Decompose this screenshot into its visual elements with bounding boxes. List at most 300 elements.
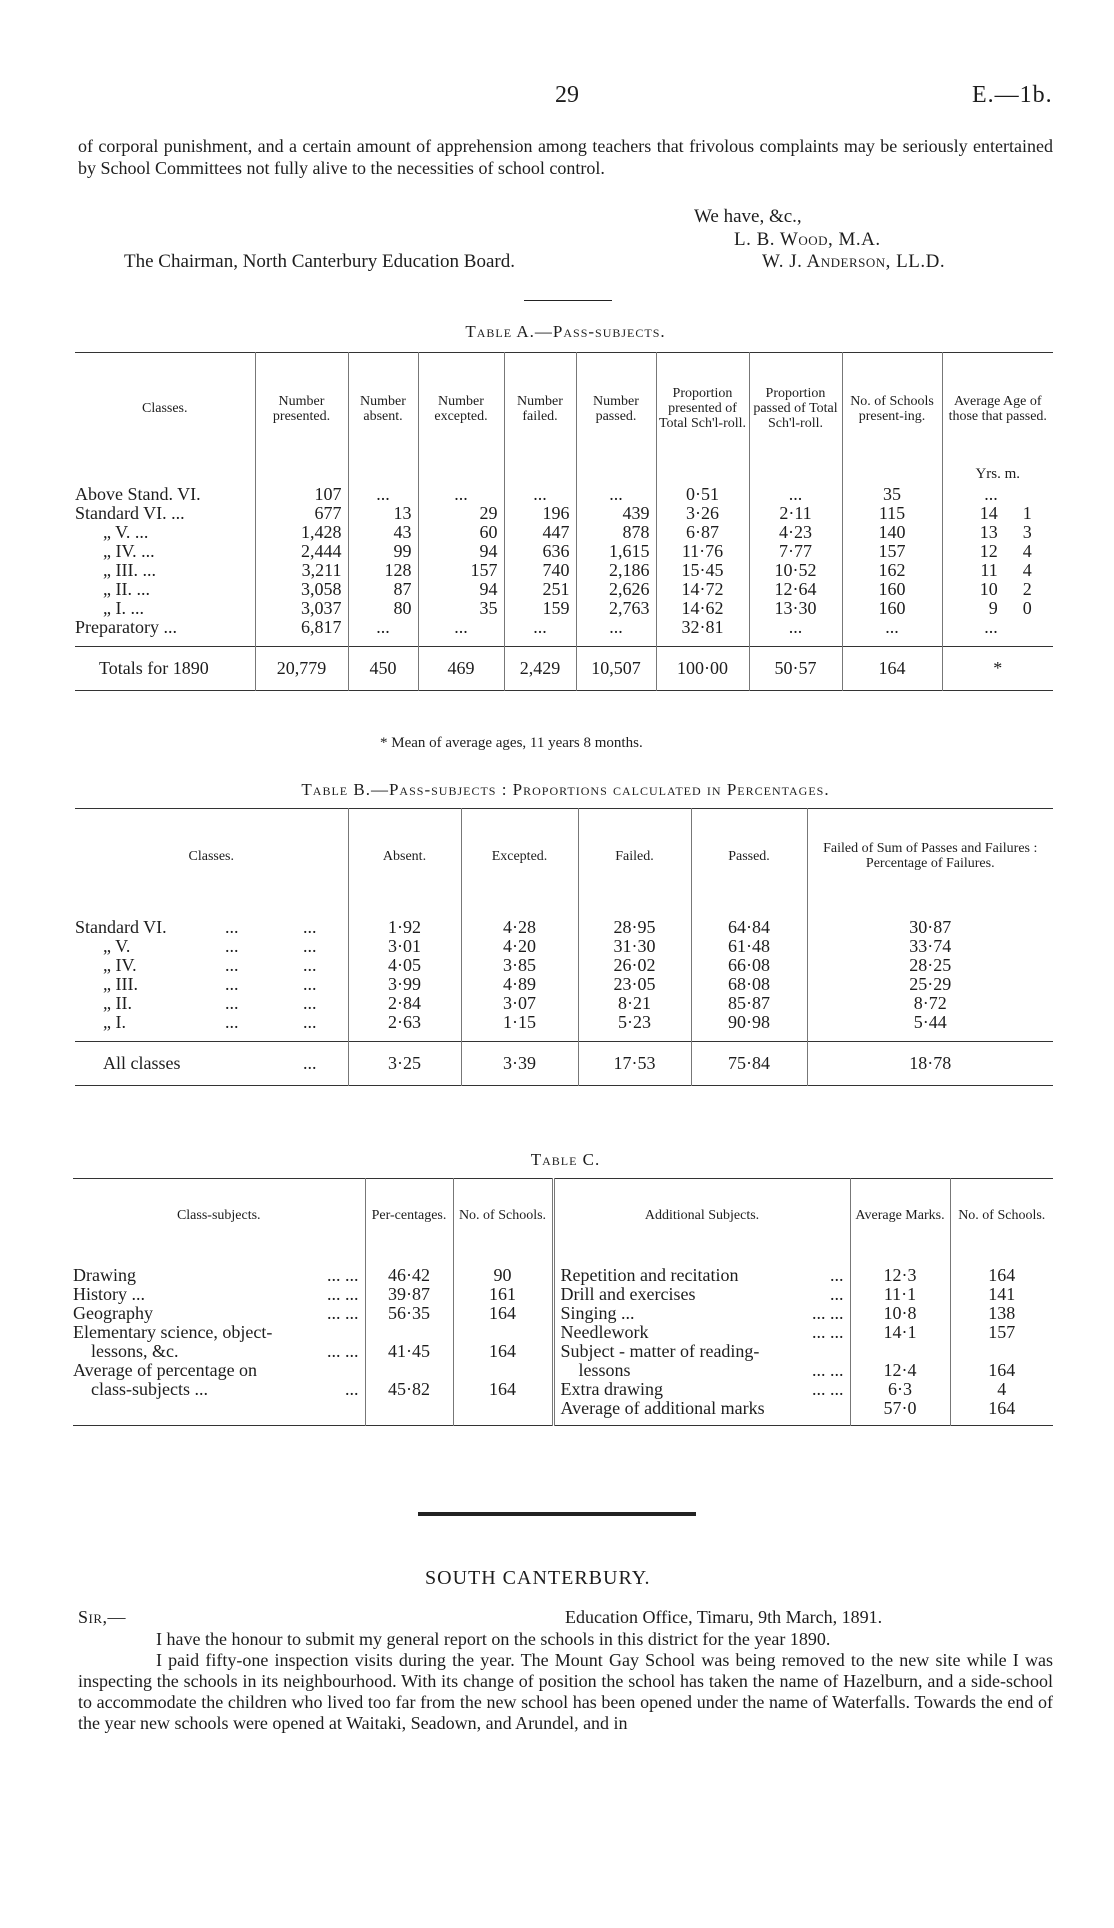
age-years: 14 [979, 502, 998, 523]
additional-subject-cell [553, 1399, 850, 1418]
additional-subject-name: Extra drawing [560, 1378, 663, 1399]
table-cell: ... [348, 618, 418, 637]
class-name: „ III. [103, 973, 138, 994]
table-c-header: No. of Schools. [950, 1179, 1053, 1252]
table-cell: 157 [418, 561, 504, 580]
table-a-header: Average Age of those that passed. [942, 353, 1053, 465]
age-years: 10 [979, 578, 998, 599]
table-cell: 2,626 [576, 580, 656, 599]
class-label: Above Stand. VI. [75, 483, 201, 504]
percentage-cell: 45·82 [365, 1380, 453, 1399]
total-cell: 50·57 [749, 647, 842, 691]
table-cell: 878 [576, 523, 656, 542]
table-a-footnote: * Mean of average ages, 11 years 8 months. [380, 735, 643, 751]
table-cell [75, 1032, 348, 1042]
table-cell [691, 1032, 807, 1042]
table-cell [453, 1399, 553, 1418]
leader-dots: ... [225, 954, 239, 975]
total-cell: 3·25 [348, 1042, 461, 1086]
table-cell: 26·02 [578, 956, 691, 975]
table-cell: 32·81 [656, 618, 749, 637]
table-spacer [73, 1418, 1053, 1426]
class-label: Standard VI. ... [75, 502, 185, 523]
letter-head [78, 1607, 1053, 1629]
table-a-header: Number excepted. [418, 353, 504, 465]
table-spacer [75, 637, 1053, 647]
additional-subject-name: Subject - matter of reading- [560, 1340, 760, 1361]
age-years: 12 [979, 540, 998, 561]
leader-dots: ... ... [327, 1264, 359, 1285]
table-cell [850, 1252, 950, 1266]
schools-cell: 90 [453, 1266, 553, 1285]
table-cell: 2·63 [348, 1013, 461, 1032]
schools-cell: 164 [453, 1380, 553, 1399]
table-c-header: Additional Subjects. [553, 1179, 850, 1252]
schools-cell [950, 1342, 1053, 1361]
table-cell: ... [418, 485, 504, 504]
leader-dots: ... [225, 973, 239, 994]
table-row [75, 599, 1053, 618]
table-cell: 1,428 [255, 523, 348, 542]
total-cell: 450 [348, 647, 418, 691]
age-cell [942, 485, 1053, 504]
table-cell: 6·87 [656, 523, 749, 542]
table-cell: 28·95 [578, 918, 691, 937]
additional-subject-name: Average of additional marks [560, 1397, 765, 1418]
table-cell: 157 [842, 542, 942, 561]
paragraph-1: I have the honour to submit my general report on the schools in this district for the year 1890. [156, 1629, 831, 1649]
class-subject-cell [73, 1361, 365, 1380]
percentage-cell: 56·35 [365, 1304, 453, 1323]
totals-label: Totals for 1890 [75, 647, 255, 691]
table-cell: 1·15 [461, 1013, 578, 1032]
leader-dots: ... ... [327, 1302, 359, 1323]
total-cell: 164 [842, 647, 942, 691]
table-b-totals-row [75, 1042, 1053, 1086]
table-c-header: Average Marks. [850, 1179, 950, 1252]
table-cell: 8·72 [807, 994, 1053, 1013]
table-cell: 13·30 [749, 599, 842, 618]
signoff-line-2: L. B. Wood, M.A. [734, 229, 881, 250]
average-marks-cell [850, 1342, 950, 1361]
table-cell: 159 [504, 599, 576, 618]
table-cell: ... [504, 618, 576, 637]
table-cell: 251 [504, 580, 576, 599]
total-cell: 75·84 [691, 1042, 807, 1086]
addressee: The Chairman, North Canterbury Education Board. [124, 251, 515, 272]
table-cell: 12·64 [749, 580, 842, 599]
table-row [73, 1399, 1053, 1418]
leader-dots: ... [303, 954, 317, 975]
additional-subject-name: Singing ... [560, 1302, 635, 1323]
age-months: 1 [1022, 502, 1032, 523]
schools-cell: 164 [950, 1399, 1053, 1418]
total-cell: 10,507 [576, 647, 656, 691]
class-subject-name: Drawing [73, 1264, 136, 1285]
table-b-title: Table B.—Pass-subjects : Proportions calculated in Percentages. [301, 780, 830, 799]
schools-cell: 164 [950, 1266, 1053, 1285]
table-b-header: Absent. [348, 809, 461, 904]
table-row [75, 918, 1053, 937]
table-c-title: Table C. [530, 1150, 601, 1169]
table-a-header: Proportion passed of Total Sch'l-roll. [749, 353, 842, 465]
table-cell: 2,186 [576, 561, 656, 580]
table-cell [73, 1399, 365, 1418]
table-cell [73, 1252, 365, 1266]
table-cell: 3·85 [461, 956, 578, 975]
age-cell [942, 542, 1053, 561]
table-cell [365, 1418, 453, 1426]
table-cell [348, 904, 461, 918]
schools-cell: 161 [453, 1285, 553, 1304]
class-label [75, 975, 348, 994]
class-label [75, 994, 348, 1013]
class-subject-name: class-subjects ... [91, 1378, 208, 1399]
leader-dots: ... [303, 1053, 317, 1073]
additional-subject-cell [553, 1304, 850, 1323]
table-cell [365, 1252, 453, 1266]
class-label [75, 918, 348, 937]
table-spacer [75, 904, 1053, 918]
table-cell: 3·99 [348, 975, 461, 994]
salutation: Sir,— [78, 1607, 127, 1627]
table-row [75, 975, 1053, 994]
average-marks-cell: 14·1 [850, 1323, 950, 1342]
table-cell: 160 [842, 599, 942, 618]
table-row [75, 580, 1053, 599]
age-cell [942, 580, 1053, 599]
total-cell: 3·39 [461, 1042, 578, 1086]
total-cell: 20,779 [255, 647, 348, 691]
table-cell: 740 [504, 561, 576, 580]
total-cell: * [942, 647, 1053, 691]
letter-body [78, 1607, 1053, 1734]
table-cell [504, 465, 576, 485]
table-cell [365, 1399, 453, 1418]
table-cell [348, 637, 418, 647]
table-cell: ... [749, 618, 842, 637]
table-a-header: Classes. [142, 401, 188, 417]
table-row [75, 994, 1053, 1013]
total-cell: 100·00 [656, 647, 749, 691]
class-subject-cell [73, 1380, 365, 1399]
class-label: „ II. ... [103, 578, 150, 599]
table-a-totals-row [75, 647, 1053, 691]
age-months: 4 [1022, 559, 1032, 580]
intro-paragraph: of corporal punishment, and a certain amount of apprehension among teachers that frivolous complaints may be seriously entertained by School Committees not fully alive to the necessities of school control. [78, 136, 1053, 178]
table-cell: 3,037 [255, 599, 348, 618]
schools-cell: 164 [453, 1304, 553, 1323]
schools-cell [453, 1323, 553, 1342]
table-cell: ... [576, 618, 656, 637]
table-row [75, 504, 1053, 523]
average-marks-cell: 11·1 [850, 1285, 950, 1304]
totals-name: All classes [103, 1053, 181, 1073]
leader-dots: ... [303, 935, 317, 956]
table-cell [348, 1032, 461, 1042]
table-cell [348, 465, 418, 485]
age-cell [942, 618, 1053, 637]
class-label: „ III. ... [103, 559, 156, 580]
table-cell: 99 [348, 542, 418, 561]
table-spacer [73, 1252, 1053, 1266]
leader-dots: ... [225, 935, 239, 956]
table-cell: 35 [842, 485, 942, 504]
table-a-units-row [75, 465, 1053, 485]
table-row [73, 1361, 1053, 1380]
table-cell [418, 637, 504, 647]
table-cell: 14·72 [656, 580, 749, 599]
table-cell: ... [418, 618, 504, 637]
age-years: 13 [979, 521, 998, 542]
schools-cell: 4 [950, 1380, 1053, 1399]
table-cell: 5·44 [807, 1013, 1053, 1032]
table-a-header: Number failed. [504, 353, 576, 465]
table-cell [73, 1418, 365, 1426]
additional-subject-cell [553, 1285, 850, 1304]
class-name: „ V. [103, 935, 131, 956]
total-cell: 469 [418, 647, 504, 691]
table-cell: 14·62 [656, 599, 749, 618]
table-cell [553, 1252, 850, 1266]
table-cell [807, 1032, 1053, 1042]
table-a-header: Number passed. [576, 353, 656, 465]
table-row [75, 618, 1053, 637]
document-code: E.—1b. [972, 82, 1053, 108]
table-a-header: Proportion presented of Total Sch'l-roll. [656, 353, 749, 465]
table-cell [461, 904, 578, 918]
table-cell [461, 1032, 578, 1042]
table-cell [950, 1418, 1053, 1426]
table-cell: 13 [348, 504, 418, 523]
age-months: 3 [1022, 521, 1032, 542]
table-cell: 33·74 [807, 937, 1053, 956]
table-cell: 80 [348, 599, 418, 618]
table-cell: 160 [842, 580, 942, 599]
table-cell [807, 904, 1053, 918]
table-row [73, 1304, 1053, 1323]
age-cell [942, 504, 1053, 523]
age-months: 4 [1022, 540, 1032, 561]
schools-cell: 164 [950, 1361, 1053, 1380]
age-months: 2 [1022, 578, 1032, 599]
table-cell: 3·01 [348, 937, 461, 956]
table-cell: 94 [418, 580, 504, 599]
table-cell: 43 [348, 523, 418, 542]
table-cell: 5·23 [578, 1013, 691, 1032]
class-subject-name: lessons, &c. [91, 1340, 179, 1361]
schools-cell [453, 1361, 553, 1380]
table-cell: 29 [418, 504, 504, 523]
table-cell: 677 [255, 504, 348, 523]
table-c [73, 1178, 1053, 1426]
table-a-header-row [75, 353, 1053, 465]
leader-dots: ... ... [327, 1340, 359, 1361]
table-cell: 1,615 [576, 542, 656, 561]
leader-dots: ... [303, 973, 317, 994]
additional-subject-name: Repetition and recitation [560, 1264, 739, 1285]
table-cell: 90·98 [691, 1013, 807, 1032]
table-c-header: No. of Schools. [453, 1179, 553, 1252]
table-cell [576, 465, 656, 485]
class-label: „ I. ... [103, 597, 144, 618]
table-c-body [73, 1252, 1053, 1426]
table-b-header: Failed. [578, 809, 691, 904]
class-label: „ IV. ... [103, 540, 155, 561]
age-years: ... [984, 616, 998, 637]
table-cell [75, 465, 255, 485]
table-cell [553, 1418, 850, 1426]
table-cell: 66·08 [691, 956, 807, 975]
table-cell: 3·26 [656, 504, 749, 523]
table-cell [842, 465, 942, 485]
additional-subject-cell [553, 1342, 850, 1361]
table-cell: 1·92 [348, 918, 461, 937]
table-cell: 2·84 [348, 994, 461, 1013]
leader-dots: ... [225, 992, 239, 1013]
table-cell: 439 [576, 504, 656, 523]
leader-dots: ... [830, 1264, 844, 1285]
age-months: 0 [1022, 597, 1032, 618]
additional-subject-cell [553, 1361, 850, 1380]
table-cell: 0·51 [656, 485, 749, 504]
table-cell [749, 465, 842, 485]
class-subject-cell [73, 1342, 365, 1361]
table-cell: 3,058 [255, 580, 348, 599]
table-cell: 23·05 [578, 975, 691, 994]
table-cell: 68·08 [691, 975, 807, 994]
age-cell [942, 599, 1053, 618]
class-label [75, 1013, 348, 1032]
average-marks-cell: 12·3 [850, 1266, 950, 1285]
table-cell: 2,763 [576, 599, 656, 618]
section-title: SOUTH CANTERBURY. [425, 1567, 651, 1589]
table-cell [942, 637, 1053, 647]
class-subject-name: History ... [73, 1283, 145, 1304]
table-cell: 128 [348, 561, 418, 580]
signoff-line-3: W. J. Anderson, LL.D. [762, 251, 946, 272]
table-cell: 87 [348, 580, 418, 599]
table-a-header: Number absent. [348, 353, 418, 465]
class-subject-cell [73, 1323, 365, 1342]
table-cell: 11·76 [656, 542, 749, 561]
table-b-header: Failed of Sum of Passes and Failures : Percentage of Failures. [807, 809, 1053, 904]
table-cell: 6,817 [255, 618, 348, 637]
table-row [73, 1380, 1053, 1399]
age-cell [942, 561, 1053, 580]
age-years: 9 [988, 597, 998, 618]
additional-subject-name: Drill and exercises [560, 1283, 696, 1304]
leader-dots: ... [303, 916, 317, 937]
table-cell: 60 [418, 523, 504, 542]
leader-dots: ... ... [327, 1283, 359, 1304]
totals-label [75, 1042, 348, 1086]
table-cell [950, 1252, 1053, 1266]
table-cell: 3,211 [255, 561, 348, 580]
table-cell: 107 [255, 485, 348, 504]
age-years: ... [984, 483, 998, 504]
table-cell [691, 904, 807, 918]
table-cell: 64·84 [691, 918, 807, 937]
section-break-rule [418, 1512, 696, 1516]
class-subject-cell [73, 1304, 365, 1323]
leader-dots: ... ... [812, 1378, 844, 1399]
additional-subject-name: lessons [578, 1359, 631, 1380]
paragraph-2: I paid fifty-one inspection visits during the year. The Mount Gay School was being removed to the new site while I was inspecting the schools in its neighbourhood. With its change of position the school has taken the name of Hazelburn, and a side-school to accommodate the children who lived too far from the new school has been opened under the name of Waterfalls. Towards the end of the year new schools were opened at Waitaki, Seadown, and Arundel, and in [78, 1650, 1053, 1733]
table-row [73, 1285, 1053, 1304]
class-subject-cell [73, 1285, 365, 1304]
additional-subject-cell [553, 1380, 850, 1399]
age-cell [942, 523, 1053, 542]
class-subject-name: Average of percentage on [73, 1359, 258, 1380]
schools-cell: 157 [950, 1323, 1053, 1342]
table-cell [418, 465, 504, 485]
class-subject-cell [73, 1266, 365, 1285]
average-marks-cell: 6·3 [850, 1380, 950, 1399]
dateline: Education Office, Timaru, 9th March, 1891. [565, 1607, 883, 1627]
table-cell: 30·87 [807, 918, 1053, 937]
signoff-line-1: We have, &c., [694, 206, 802, 227]
schools-cell: 138 [950, 1304, 1053, 1323]
table-cell [842, 637, 942, 647]
table-cell: 196 [504, 504, 576, 523]
table-cell [749, 637, 842, 647]
table-a [75, 352, 1053, 691]
table-row [75, 542, 1053, 561]
table-cell: 8·21 [578, 994, 691, 1013]
table-cell [656, 637, 749, 647]
table-cell [656, 465, 749, 485]
table-cell: 115 [842, 504, 942, 523]
table-cell: 140 [842, 523, 942, 542]
schools-cell: 164 [453, 1342, 553, 1361]
table-c-header-row [73, 1179, 1053, 1252]
table-cell: 447 [504, 523, 576, 542]
table-cell [453, 1418, 553, 1426]
class-name: Standard VI. [75, 916, 167, 937]
table-a-body [75, 465, 1053, 647]
table-cell: 31·30 [578, 937, 691, 956]
table-cell: 10·52 [749, 561, 842, 580]
average-marks-cell: 10·8 [850, 1304, 950, 1323]
table-b-header: Passed. [691, 809, 807, 904]
table-cell [255, 637, 348, 647]
table-cell: 2,444 [255, 542, 348, 561]
additional-subject-cell [553, 1323, 850, 1342]
leader-dots: ... [225, 1011, 239, 1032]
total-cell: 17·53 [578, 1042, 691, 1086]
table-cell: 4·89 [461, 975, 578, 994]
class-label: „ V. ... [103, 521, 149, 542]
table-cell: 3·07 [461, 994, 578, 1013]
table-spacer [75, 1032, 1053, 1042]
table-b-header: Classes. [188, 848, 234, 864]
table-cell [453, 1252, 553, 1266]
total-cell: 2,429 [504, 647, 576, 691]
table-cell: ... [348, 485, 418, 504]
table-cell [255, 465, 348, 485]
percentage-cell [365, 1323, 453, 1342]
class-name: „ IV. [103, 954, 137, 975]
table-cell: ... [576, 485, 656, 504]
leader-dots: ... ... [812, 1359, 844, 1380]
table-cell: 85·87 [691, 994, 807, 1013]
table-row [75, 523, 1053, 542]
class-label [75, 937, 348, 956]
table-cell [576, 637, 656, 647]
table-cell [578, 1032, 691, 1042]
table-cell: 35 [418, 599, 504, 618]
